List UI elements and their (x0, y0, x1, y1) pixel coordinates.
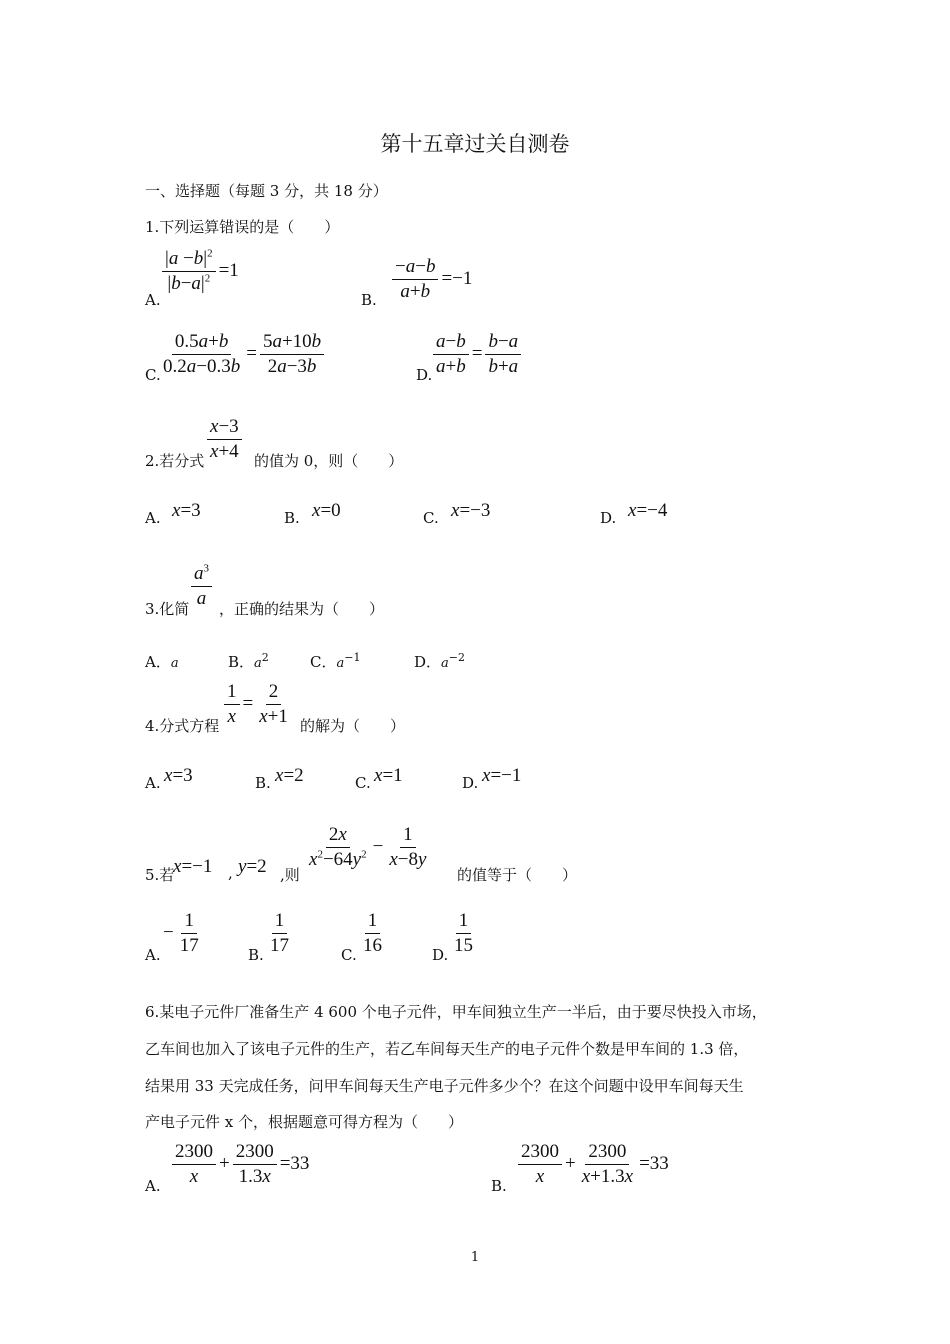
q2-option-c-label: C. (423, 509, 439, 527)
question-1-stem: 1.下列运算错误的是（ ） (145, 218, 340, 236)
question-6-line-1: 6.某电子元件厂准备生产 4 600 个电子元件，甲车间独立生产一半后，由于要尽快投入市场， (145, 1003, 767, 1021)
question-6-line-4: 产电子元件 x 个，根据题意可得方程为（ ） (145, 1113, 463, 1131)
question-6-line-2: 乙车间也加入了该电子元件的生产，若乙车间每天生产的电子元件个数是甲车间的 1.3 倍， (145, 1040, 749, 1058)
q2-option-a-formula: x=3 (172, 500, 201, 521)
q6-option-a-formula: $\frac{2300}{x}$ + $\frac{2300}{1.3x}$ =33 (170, 1141, 310, 1188)
q4-option-d-formula: x=−1 (482, 765, 522, 786)
q3-option-a: A．a (145, 653, 179, 671)
q5-expression: $\frac{2x}{x^2-64y^2}$ − $\frac{1}{x-8y}$ (309, 824, 427, 870)
q3-option-d-label: D． (414, 653, 442, 671)
q4-option-a-formula: x=3 (164, 765, 193, 786)
q1-option-d-label: D. (416, 366, 433, 384)
q5-then: ,则 (280, 866, 300, 884)
q3-option-a-label: A． (145, 653, 171, 671)
q1-option-b-label: B. (361, 291, 377, 309)
q4-option-b-label: B. (255, 774, 271, 792)
question-5-stem-suffix: 的值等于（ ） (457, 866, 578, 884)
question-5-stem-prefix: 5.若 (145, 866, 175, 884)
q5-option-b-formula: $\frac{1}{17}$ (270, 910, 289, 956)
question-4-stem-prefix: 4.分式方程 (145, 717, 220, 735)
q5-condition-y: y=2 (238, 856, 267, 877)
question-2-stem-suffix: 的值为 0，则（ ） (254, 452, 404, 470)
question-3-stem-suffix: ，正确的结果为（ ） (219, 600, 385, 618)
q4-option-c-label: C. (355, 774, 371, 792)
q3-option-c: C．$a^{-1}$ (310, 651, 361, 671)
q4-equation: $\frac{1}{x}$ = $\frac{2}{x+1}$ (222, 681, 293, 728)
section-heading: 一、选择题（每题 3 分，共 18 分） (145, 182, 388, 200)
q3-option-c-label: C． (310, 653, 337, 671)
q2-option-c-formula: x=−3 (451, 500, 491, 521)
q2-option-a-label: A. (145, 509, 161, 527)
question-2-stem-prefix: 2.若分式 (145, 452, 205, 470)
question-4-stem-suffix: 的解为（ ） (300, 717, 406, 735)
q2-option-d-formula: x=−4 (628, 500, 668, 521)
q6-option-b-formula: $\frac{2300}{x}$ + $\frac{2300}{x+1.3x}$ =33 (516, 1141, 670, 1188)
q6-option-a-label: A. (145, 1177, 161, 1195)
question-3-stem-prefix: 3.化简 (145, 600, 190, 618)
q5-option-c-label: C. (341, 946, 357, 964)
q3-fraction: $\frac{a^3}{a}$ (189, 563, 214, 610)
q4-option-c-formula: x=1 (374, 765, 403, 786)
q3-option-d: D．$a^{-2}$ (414, 651, 466, 671)
q5-option-d-label: D. (432, 946, 449, 964)
q5-condition-x: x=−1 (173, 856, 213, 877)
q5-option-d-formula: $\frac{1}{15}$ (454, 910, 473, 956)
q1-option-a-formula: $\frac{|a -b|^2}{|b-a|^2}$ =1 (160, 248, 240, 295)
q4-option-a-label: A. (145, 774, 161, 792)
q3-option-b: B．$a^2$ (228, 651, 269, 671)
page-number: 1 (470, 1250, 480, 1265)
q2-option-d-label: D. (600, 509, 617, 527)
q5-comma: , (228, 864, 233, 882)
q2-option-b-label: B. (284, 509, 300, 527)
q1-option-c-formula: $\frac{0.5a+b}{0.2a-0.3b}$ = $\frac{5a+10b}{2a-3b}$ (158, 331, 326, 378)
q1-option-d-formula: $\frac{a-b}{a+b}$ = $\frac{b-a}{b+a}$ (431, 331, 523, 378)
page-title: 第十五章过关自测卷 (380, 132, 570, 156)
q1-option-b-formula: $\frac{-a-b}{a+b}$ =−1 (390, 256, 473, 303)
q4-option-d-label: D. (462, 774, 479, 792)
q5-option-a-formula: − $\frac{1}{17}$ (163, 910, 199, 956)
q1-option-a-label: A. (145, 291, 161, 309)
q5-option-c-formula: $\frac{1}{16}$ (363, 910, 382, 956)
q1-option-c-label: C. (145, 366, 161, 384)
q6-option-b-label: B. (491, 1177, 507, 1195)
q3-option-b-label: B． (228, 653, 255, 671)
q5-option-b-label: B. (248, 946, 264, 964)
question-6-line-3: 结果用 33 天完成任务，问甲车间每天生产电子元件多少个？在这个问题中设甲车间每天生 (145, 1077, 744, 1095)
q5-option-a-label: A. (145, 946, 161, 964)
q2-fraction: $\frac{x-3}{x+4}$ (205, 416, 244, 463)
q4-option-b-formula: x=2 (275, 765, 304, 786)
q2-option-b-formula: x=0 (312, 500, 341, 521)
